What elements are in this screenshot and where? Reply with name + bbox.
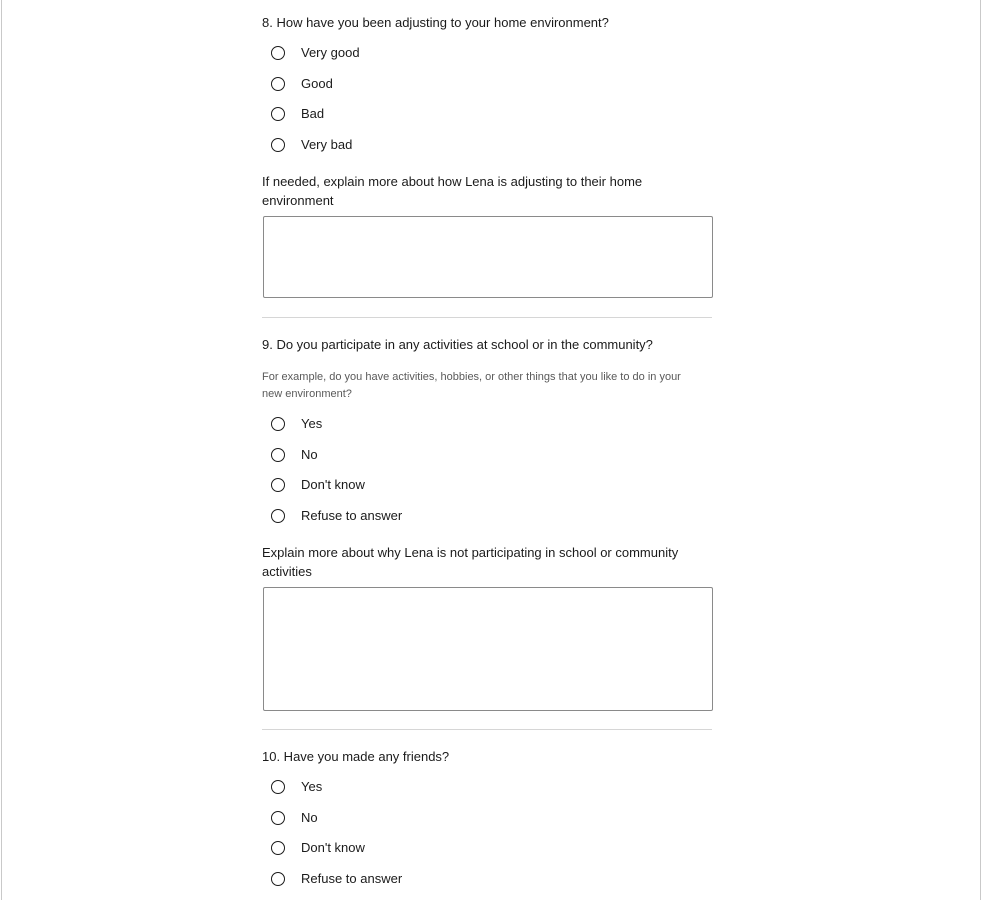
q8-option-label: Very bad	[301, 137, 353, 153]
q9-explain-label: Explain more about why Lena is not participating in school or community activities	[262, 545, 679, 579]
q9-option-label: Don't know	[301, 477, 365, 493]
question-8-options	[262, 38, 712, 160]
q8-option-bad[interactable]	[262, 99, 712, 130]
q9-option-yes[interactable]	[262, 409, 712, 440]
radio-icon[interactable]	[271, 107, 285, 121]
q10-option-label: Yes	[301, 779, 323, 795]
radio-icon[interactable]	[271, 509, 285, 523]
q8-option-very-bad[interactable]	[262, 130, 712, 161]
q9-option-label: Yes	[301, 416, 323, 432]
radio-icon[interactable]	[271, 811, 285, 825]
radio-icon[interactable]	[271, 448, 285, 462]
radio-icon[interactable]	[271, 138, 285, 152]
q10-option-refuse[interactable]	[262, 864, 712, 895]
question-9-hint: For example, do you have activities, hobbies, or other things that you like to do in your new environment?	[262, 371, 681, 400]
q10-option-dont-know[interactable]	[262, 833, 712, 864]
q9-option-refuse[interactable]	[262, 501, 712, 532]
radio-icon[interactable]	[271, 46, 285, 60]
radio-icon[interactable]	[271, 841, 285, 855]
q9-option-no[interactable]	[262, 440, 712, 471]
q8-option-label: Very good	[301, 45, 360, 61]
question-10-title: 10. Have you made any friends?	[262, 749, 450, 764]
q8-option-very-good[interactable]	[262, 38, 712, 69]
section-divider	[262, 729, 712, 730]
question-9-title: 9. Do you participate in any activities at school or in the community?	[262, 337, 653, 352]
q9-option-label: Refuse to answer	[301, 508, 403, 524]
q10-option-label: No	[301, 809, 318, 825]
q9-explain-textarea[interactable]	[263, 587, 713, 711]
q8-explain-textarea[interactable]	[263, 216, 713, 298]
question-9-options	[262, 409, 712, 531]
question-8-title: 8. How have you been adjusting to your home environment?	[262, 15, 609, 30]
q10-option-no[interactable]	[262, 803, 712, 834]
radio-icon[interactable]	[271, 872, 285, 886]
page-frame	[1, 0, 981, 900]
q8-option-label: Good	[301, 75, 333, 91]
q9-option-dont-know[interactable]	[262, 470, 712, 501]
q8-option-label: Bad	[301, 106, 325, 122]
radio-icon[interactable]	[271, 77, 285, 91]
radio-icon[interactable]	[271, 417, 285, 431]
radio-icon[interactable]	[271, 780, 285, 794]
q10-option-label: Refuse to answer	[301, 871, 403, 887]
question-10-options	[262, 772, 712, 894]
q9-option-label: No	[301, 446, 318, 462]
radio-icon[interactable]	[271, 478, 285, 492]
q10-option-yes[interactable]	[262, 772, 712, 803]
q10-option-label: Don't know	[301, 840, 365, 856]
q8-option-good[interactable]	[262, 69, 712, 100]
section-divider	[262, 317, 712, 318]
q8-explain-label: If needed, explain more about how Lena is adjusting to their home environment	[262, 174, 643, 208]
